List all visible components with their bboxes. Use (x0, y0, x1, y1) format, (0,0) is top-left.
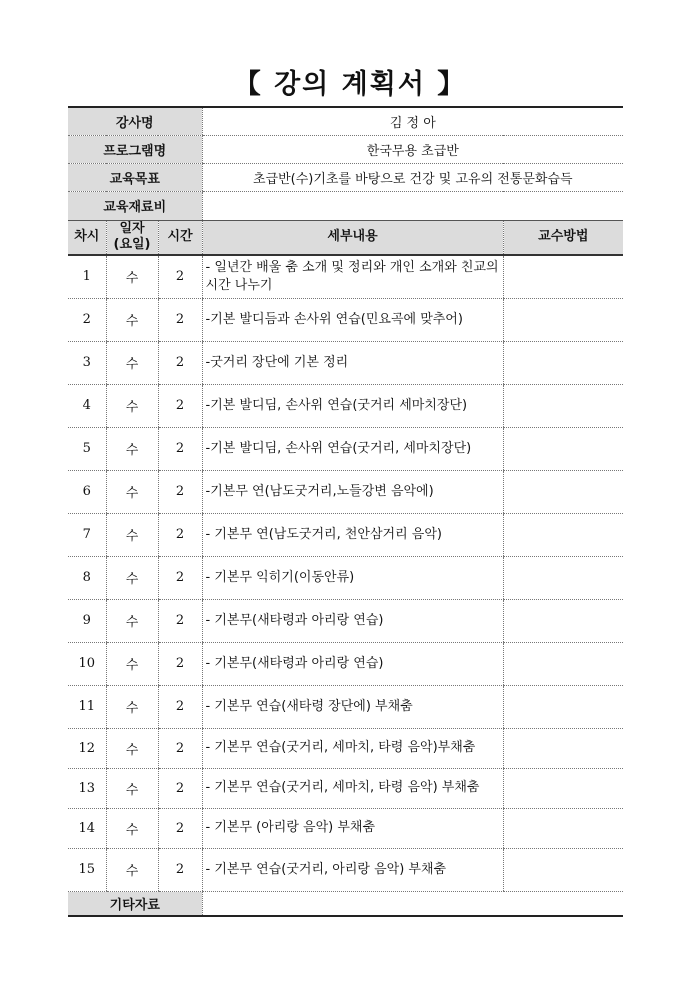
session-hours: 2 (158, 599, 202, 642)
session-row (68, 427, 623, 470)
session-day: 수 (106, 728, 158, 768)
session-method (503, 642, 623, 685)
session-number: 15 (68, 848, 106, 891)
session-hours: 2 (158, 470, 202, 513)
instructor-label: 강사명 (68, 107, 202, 135)
session-row (68, 599, 623, 642)
session-content: -기본무 연(남도굿거리,노들강변 음악에) (202, 470, 503, 513)
session-number: 8 (68, 556, 106, 599)
session-content: -굿거리 장단에 기본 정리 (202, 341, 503, 384)
goal-row (68, 163, 623, 191)
session-row (68, 298, 623, 341)
session-row (68, 685, 623, 728)
session-method (503, 298, 623, 341)
session-number: 3 (68, 341, 106, 384)
session-row (68, 556, 623, 599)
session-content: - 기본무 (아리랑 음악) 부채춤 (202, 808, 503, 848)
session-hours: 2 (158, 808, 202, 848)
session-content: - 기본무 연습(새타령 장단에) 부채춤 (202, 685, 503, 728)
date-header (106, 220, 158, 255)
session-method (503, 685, 623, 728)
materials-label: 교육재료비 (68, 191, 202, 220)
session-hours: 2 (158, 427, 202, 470)
session-hours: 2 (158, 848, 202, 891)
other-row (68, 891, 623, 916)
session-row (68, 768, 623, 808)
materials-row (68, 191, 623, 220)
instructor-row (68, 107, 623, 135)
session-content: - 기본무 연습(굿거리, 세마치, 타령 음악)부채춤 (202, 728, 503, 768)
session-hours: 2 (158, 255, 202, 298)
program-label: 프로그램명 (68, 135, 202, 163)
session-content: - 기본무(새타령과 아리랑 연습) (202, 642, 503, 685)
session-method (503, 556, 623, 599)
session-hours: 2 (158, 341, 202, 384)
session-method (503, 384, 623, 427)
date-header-text: 일자 (요일) (113, 221, 151, 253)
program-value: 한국무용 초급반 (202, 135, 623, 163)
session-method (503, 808, 623, 848)
session-day: 수 (106, 599, 158, 642)
session-day: 수 (106, 298, 158, 341)
session-number: 13 (68, 768, 106, 808)
session-row (68, 255, 623, 298)
session-number: 9 (68, 599, 106, 642)
goal-label: 교육목표 (68, 163, 202, 191)
goal-value: 초급반(수)기초를 바탕으로 건강 및 고유의 전통문화습득 (202, 163, 623, 191)
hours-header: 시간 (158, 220, 202, 255)
session-hours: 2 (158, 384, 202, 427)
session-content: - 일년간 배울 춤 소개 및 정리와 개인 소개와 친교의 시간 나누기 (202, 255, 503, 298)
session-content: - 기본무 연습(굿거리, 아리랑 음악) 부채춤 (202, 848, 503, 891)
session-hours: 2 (158, 728, 202, 768)
session-row (68, 341, 623, 384)
session-hours: 2 (158, 642, 202, 685)
details-header: 세부내용 (202, 220, 503, 255)
column-header-row (68, 220, 623, 255)
session-day: 수 (106, 556, 158, 599)
session-method (503, 768, 623, 808)
session-day: 수 (106, 427, 158, 470)
page-title: 【 강의 계획서 】 (233, 69, 467, 100)
session-day: 수 (106, 642, 158, 685)
session-day: 수 (106, 384, 158, 427)
session-method (503, 427, 623, 470)
session-method (503, 599, 623, 642)
session-row (68, 728, 623, 768)
session-number: 7 (68, 513, 106, 556)
session-number: 12 (68, 728, 106, 768)
session-method (503, 513, 623, 556)
materials-value (202, 191, 623, 220)
other-value (202, 891, 623, 916)
session-hours: 2 (158, 298, 202, 341)
method-header: 교수방법 (503, 220, 623, 255)
session-row (68, 513, 623, 556)
session-method (503, 470, 623, 513)
session-day: 수 (106, 513, 158, 556)
session-day: 수 (106, 848, 158, 891)
session-content: - 기본무 연(남도굿거리, 천안삼거리 음악) (202, 513, 503, 556)
session-hours: 2 (158, 685, 202, 728)
session-day: 수 (106, 470, 158, 513)
session-number: 14 (68, 808, 106, 848)
session-content: -기본 발디딤, 손사위 연습(굿거리, 세마치장단) (202, 427, 503, 470)
session-content: - 기본무 익히기(이동안류) (202, 556, 503, 599)
session-number: 2 (68, 298, 106, 341)
session-method (503, 728, 623, 768)
other-label: 기타자료 (68, 891, 202, 916)
session-content: - 기본무(새타령과 아리랑 연습) (202, 599, 503, 642)
session-method (503, 848, 623, 891)
session-number: 5 (68, 427, 106, 470)
session-day: 수 (106, 255, 158, 298)
session-content: -기본 발디딤, 손사위 연습(굿거리 세마치장단) (202, 384, 503, 427)
session-day: 수 (106, 341, 158, 384)
session-row (68, 808, 623, 848)
program-row (68, 135, 623, 163)
session-day: 수 (106, 808, 158, 848)
session-hours: 2 (158, 513, 202, 556)
session-number: 6 (68, 470, 106, 513)
session-hours: 2 (158, 556, 202, 599)
session-content: - 기본무 연습(굿거리, 세마치, 타령 음악) 부채춤 (202, 768, 503, 808)
session-number: 1 (68, 255, 106, 298)
session-method (503, 255, 623, 298)
session-number: 11 (68, 685, 106, 728)
lecture-plan-table (68, 106, 623, 917)
instructor-value: 김 정 아 (202, 107, 623, 135)
session-number: 10 (68, 642, 106, 685)
session-row (68, 470, 623, 513)
session-row (68, 642, 623, 685)
session-day: 수 (106, 768, 158, 808)
session-number: 4 (68, 384, 106, 427)
session-header: 차시 (68, 220, 106, 255)
session-hours: 2 (158, 768, 202, 808)
session-method (503, 341, 623, 384)
session-content: -기본 발디듬과 손사위 연습(민요곡에 맞추어) (202, 298, 503, 341)
session-row (68, 384, 623, 427)
session-day: 수 (106, 685, 158, 728)
session-row (68, 848, 623, 891)
